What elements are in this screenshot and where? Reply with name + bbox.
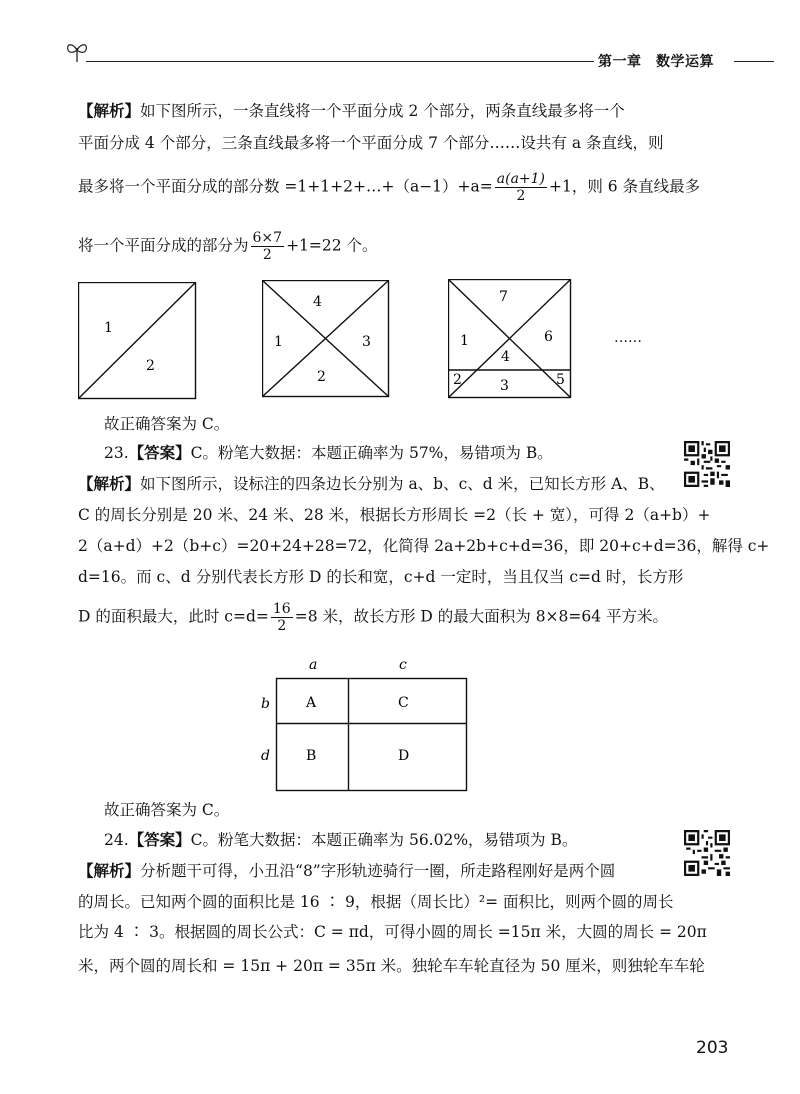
q24-heading: 24.【答案】C。粉笔大数据：本题正确率为 56.02%，易错项为 B。 <box>104 830 578 849</box>
rectangle-division-figure <box>256 654 470 794</box>
q24-line-2: 的周长。已知两个圆的面积比是 16 ∶ 9，根据（周长比）²= 面积比，则两个圆的周长 <box>78 893 674 911</box>
q22-line-2: 平面分成 4 个部分，三条直线最多将一个平面分成 7 个部分……设共有 a 条直线，则 <box>78 134 664 152</box>
side-label: d <box>261 748 270 764</box>
fraction: $\frac{a(a+1)}{2}$ <box>496 171 546 204</box>
cell-label: B <box>306 748 317 764</box>
fraction: $\frac{6\times 7}{2}$ <box>252 230 283 263</box>
region-label: 2 <box>453 372 462 388</box>
q22-line-4: 将一个平面分成的部分为 $\frac{6\times 7}{2}$ +1=22 个。 <box>78 230 378 263</box>
q23-line-4: d=16。而 c、d 分别代表长方形 D 的长和宽，c+d 一定时，当且仅当 c=d 时，长方形 <box>78 568 684 586</box>
q23-answer: 故正确答案为 C。 <box>104 801 230 819</box>
side-label: b <box>261 696 270 712</box>
q23-line-1: 【解析】如下图所示，设标注的四条边长分别为 a、b、c、d 米，已知长方形 A、B、 <box>78 474 665 493</box>
side-label: c <box>399 657 407 673</box>
region-label: 1 <box>274 334 283 350</box>
region-label: 6 <box>544 329 553 345</box>
q24-line-3: 比为 4 ∶ 3。根据圆的周长公式：C = πd，可得小圆的周长 =15π 米，大圆的周长 = 20π <box>78 923 707 941</box>
q22-line-3: 最多将一个平面分成的部分数 =1+1+2+…+（a−1）+a= $\frac{a(a+1)}{2}$ +1，则 6 条直线最多 <box>78 171 701 204</box>
side-label: a <box>309 657 318 673</box>
cell-label: D <box>398 748 410 764</box>
q24-line-4: 米，两个圆的周长和 = 15π + 20π = 35π 米。独轮车车轮直径为 50 厘米，则独轮车车轮 <box>78 957 705 975</box>
region-label: 1 <box>460 333 469 349</box>
region-label: 3 <box>362 334 371 350</box>
q22-line-1: 【解析】如下图所示，一条直线将一个平面分成 2 个部分，两条直线最多将一个 <box>78 101 625 120</box>
region-label: 2 <box>317 369 326 385</box>
q24-line-1: 【解析】分析题干可得，小丑沿“8”字形轨迹骑行一圈，所走路程刚好是两个圆 <box>78 861 616 880</box>
plane-figure-three-lines <box>448 279 572 399</box>
plane-figure-one-line <box>78 282 198 400</box>
header-rule <box>86 61 594 62</box>
header-rule-right <box>734 61 774 62</box>
region-label: 4 <box>313 294 322 310</box>
cell-label: A <box>306 695 317 711</box>
q23-line-2: C 的周长分别是 20 米、24 米、28 米，根据长方形周长 =2（长 + 宽），可得 2（a+b）+ <box>78 506 711 524</box>
page-number: 203 <box>696 1038 729 1058</box>
cell-label: C <box>398 695 409 711</box>
q23-heading: 23.【答案】C。粉笔大数据：本题正确率为 57%，易错项为 B。 <box>104 443 553 462</box>
region-label: 4 <box>501 349 510 365</box>
q23-line-5: D 的面积最大，此时 c=d= $\frac{16}{2}$ =8 米，故长方形 D 的最大面积为 8×8=64 平方米。 <box>78 601 669 634</box>
qr-code-icon[interactable] <box>684 441 730 487</box>
qr-code-icon[interactable] <box>684 830 730 876</box>
plane-figure-two-lines <box>262 280 390 398</box>
q22-answer: 故正确答案为 C。 <box>104 415 230 433</box>
q23-line-3: 2（a+d）+2（b+c）=20+24+28=72，化简得 2a+2b+c+d=36，即 20+c+d=36，解得 c+ <box>78 537 770 555</box>
region-label: 5 <box>556 372 565 388</box>
region-label: 1 <box>104 320 113 336</box>
chapter-title: 第一章 数学运算 <box>598 54 714 70</box>
region-label: 7 <box>499 289 508 305</box>
region-label: 3 <box>500 378 509 394</box>
ellipsis: …… <box>614 330 642 346</box>
region-label: 2 <box>146 358 155 374</box>
fraction: $\frac{16}{2}$ <box>272 601 291 634</box>
